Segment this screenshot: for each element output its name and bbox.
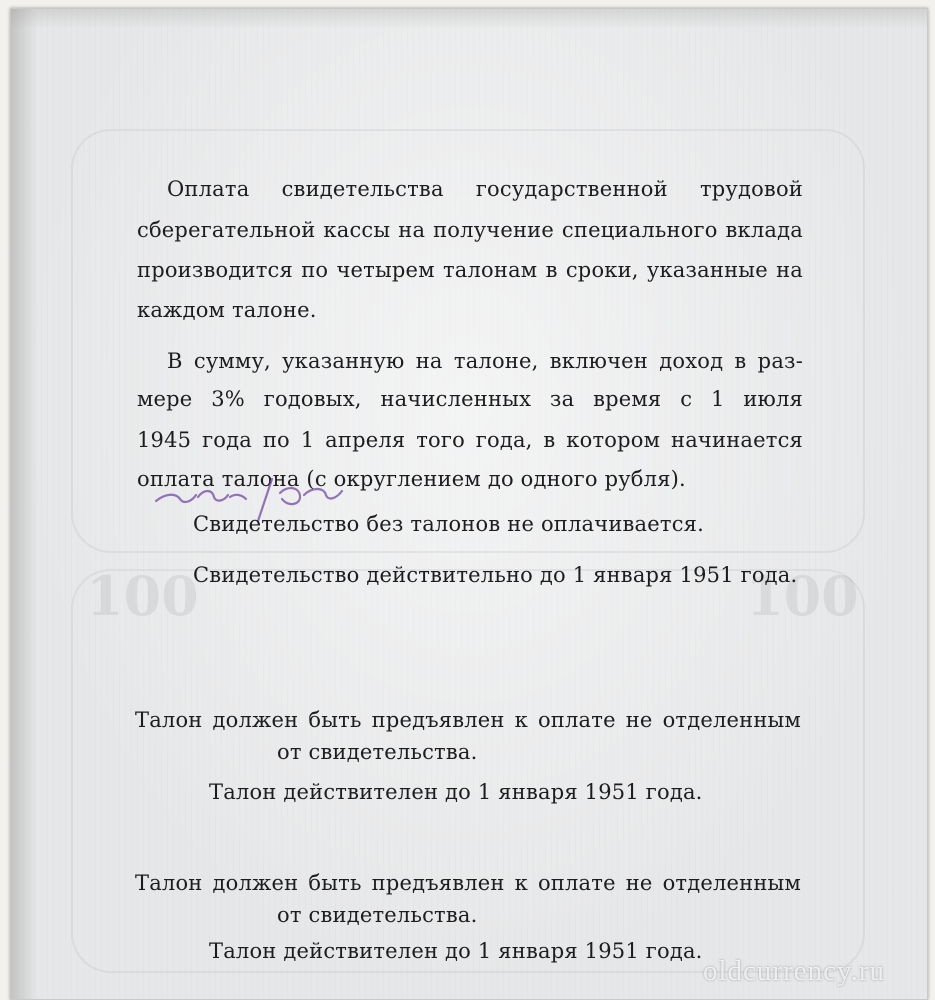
coupon1-line2: от свидетельства. bbox=[277, 740, 478, 764]
show-through-denomination-right: 100 bbox=[746, 564, 859, 628]
coupon1-line1: Талон должен быть предъявлен к оплате не отделенным bbox=[135, 708, 801, 732]
paragraph1-line2: сберегательной кассы на получение специального вклада bbox=[137, 218, 803, 242]
paragraph2-line3: 1945 года по 1 апреля того года, в котором начинается bbox=[137, 428, 803, 452]
paragraph1-line3: производится по четырем талонам в сроки, указанные на bbox=[137, 258, 803, 282]
paper-edge-shadow bbox=[11, 9, 37, 999]
coupon2-line2: от свидетельства. bbox=[277, 903, 478, 927]
no-coupons-note: Свидетельство без талонов не оплачивается. bbox=[193, 512, 704, 536]
coupon2-line3: Талон действителен до 1 января 1951 года. bbox=[209, 939, 703, 963]
coupon2-line1: Талон должен быть предъявлен к оплате не отделенным bbox=[135, 871, 801, 895]
coupon1-line3: Талон действителен до 1 января 1951 года. bbox=[209, 780, 703, 804]
paragraph2-line4: оплата талона (с округлением до одного рубля). bbox=[137, 467, 686, 491]
document-sheet bbox=[10, 8, 928, 1000]
paragraph2-line2: мере 3% годовых, начисленных за время с 1 июля bbox=[137, 387, 803, 411]
paragraph2-line1: В сумму, указанную на талоне, включен доход в раз- bbox=[167, 349, 803, 373]
site-watermark: oldcurrency.ru bbox=[702, 955, 885, 987]
paper-top-shadow bbox=[11, 9, 927, 29]
validity-note: Свидетельство действительно до 1 января 1951 года. bbox=[193, 563, 798, 587]
show-through-denomination-left: 100 bbox=[86, 564, 199, 628]
paragraph1-line4: каждом талоне. bbox=[137, 298, 317, 322]
paragraph1-line1: Оплата свидетельства государственной трудовой bbox=[167, 177, 803, 201]
